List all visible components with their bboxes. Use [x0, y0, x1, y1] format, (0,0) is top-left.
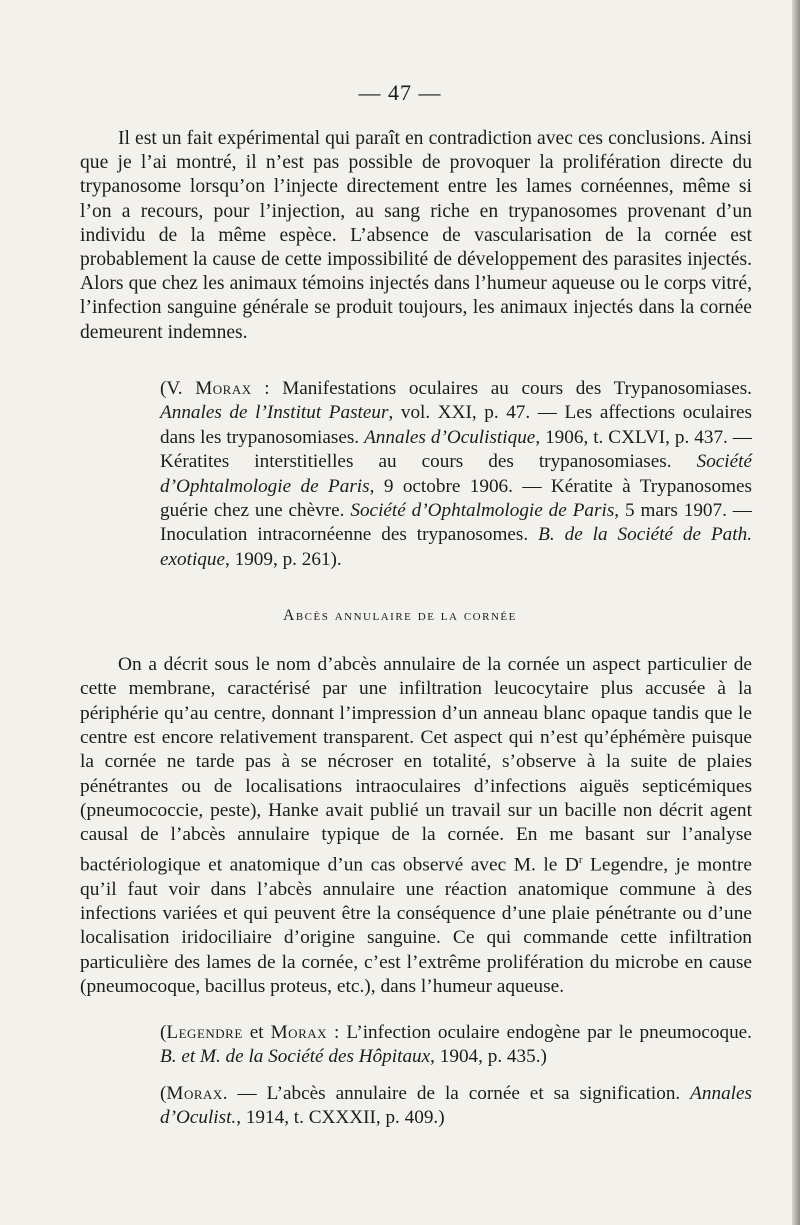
- journal-title: Société d’Ophtalmologie de Paris: [350, 500, 615, 522]
- page-number: — 47 —: [358, 80, 442, 105]
- reference-morax-trypanosomiases: (V. Morax : Manifestations oculaires au cours des Trypanosomiases. Annales de l’Institut Pasteur, vol. XXI, p. 47. — Les affections oculaires dans les trypanosomiases. Annales d’Oculistique, 1906, t. CXLVI, p. 437. — Kératites interstitielles au cours des trypanosomiases. Société d’Ophtalmologie de Paris, 9 octobre 1906. — Kératite à Trypanosomes guérie chez une chèvre. Société d’Ophtalmologie de Paris, 5 mars 1907. — Inoculation intracornéenne des trypanosomes. B. de la Société de Path. exotique, 1909, p. 261).: [160, 378, 752, 570]
- journal-title: Annales d’Oculistique: [364, 426, 536, 448]
- author-name: Morax: [195, 378, 252, 399]
- paragraph-trypanosome-cornea: Il est un fait expérimental qui paraît en contradiction avec ces conclusions. Ainsi que je l’ai montré, il n’est pas possible de provoquer la prolifération directe du trypanosome lorsqu’on l’injecte directement entre les lames cornéennes, même si l’on a recours, pour l’injection, au sang riche en trypanosomes provenant d’un individu de la même espèce. L’absence de vascularisation de la cornée est probablement la cause de cette impossibilité de développement des parasites injectés. Alors que chez les animaux témoins injectés dans l’humeur aqueuse ou le corps vitré, l’infection sanguine générale se produit toujours, les animaux injectés dans la cornée demeurent indemnes.: [80, 128, 752, 343]
- journal-title: B. de la Société de Path. exotique: [160, 524, 752, 570]
- author-name: Legendre: [166, 1022, 243, 1043]
- journal-title: Annales d’Oculist.: [160, 1083, 752, 1129]
- section-heading: Abcès annulaire de la cornée: [283, 607, 517, 624]
- journal-title: Annales de l’Institut Pasteur: [160, 402, 389, 424]
- journal-title: Société d’Ophtalmologie de Paris: [160, 451, 752, 497]
- reference-morax-annual-abscess: (Morax. — L’abcès annulaire de la cornée et sa signification. Annales d’Oculist., 1914, t. CXXXII, p. 409.): [160, 1083, 752, 1129]
- author-name: Morax: [270, 1022, 328, 1043]
- author-name: Morax: [166, 1083, 223, 1104]
- paragraph-annular-abscess: On a décrit sous le nom d’abcès annulaire de la cornée un aspect particulier de cette membrane, caractérisé par une infiltration leucocytaire plus accusée à la périphérie qu’au centre, donnant l’impression d’un anneau blanc opaque tandis que le centre est encore relativement transparent. Cet aspect qui n’est qu’éphémère puisque la cornée ne tarde pas à se nécroser en totalité, s’observe à la suite de plaies pénétrantes ou de localisations intraoculaires d’infections aiguës septicémiques (pneumococcie, peste), Hanke avait publié un travail sur un bacille non décrit agent causal de l’abcès annulaire typique de la cornée. En me basant sur l’analyse bactériologique et anatomique d’un cas observé avec M. le $D^r$ Legendre, je montre qu’il faut voir dans l’abcès annulaire une réaction anatomique commune à des infections variées et qui peuvent être la conséquence d’une plaie pénétrante ou d’une localisation iridociliaire d’origine sanguine. Ce qui commande cette infiltration particulière des lames de la cornée, c’est l’extrême prolifération du microbe en cause (pneumocoque, bacillus proteus, etc.), dans l’humeur aqueuse.: [80, 654, 752, 997]
- reference-legendre-morax: (Legendre et Morax : L’infection oculaire endogène par le pneumocoque. B. et M. de la Société des Hôpitaux, 1904, p. 435.): [160, 1022, 752, 1068]
- journal-title: B. et M. de la Société des Hôpitaux: [160, 1046, 431, 1068]
